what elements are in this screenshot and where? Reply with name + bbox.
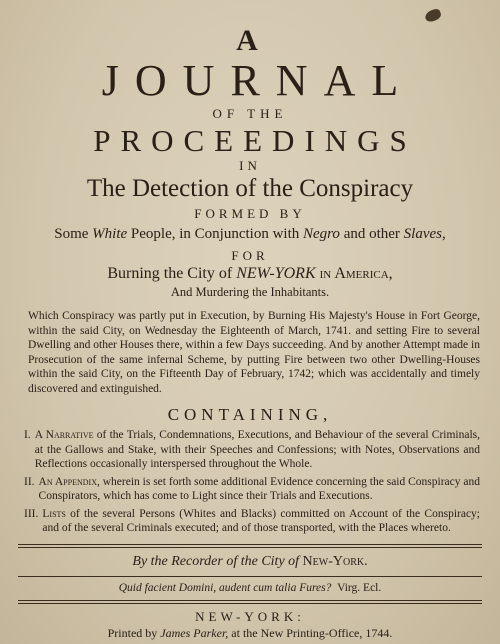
list-item bbox=[24, 428, 480, 472]
burning-post: in America, bbox=[319, 265, 393, 282]
some-white: White bbox=[92, 226, 128, 242]
title-journal: JOURNAL bbox=[101, 56, 415, 105]
motto-quote: Quid facient Domini, audent cum talia Fures? bbox=[118, 581, 332, 594]
printer-name: James Parker, bbox=[160, 625, 229, 640]
some-mid2: and other bbox=[343, 226, 400, 242]
some-mid: People, in Conjunction with bbox=[130, 226, 300, 242]
containing-heading: CONTAINING, bbox=[167, 405, 333, 424]
conspiracy-paragraph: Which Conspiracy was partly put in Execution, by Burning His Majesty's House in Fort George, within the said City, on Wednesday the Eighteenth of March, 1741. and setting Fire to several Dwelling and other Houses there, within a few Days succeeding. And by another Attempt made in Prosecution of the same infernal Scheme, by putting Fire between two other Dwelling-Houses within the said City, on the Fifteenth Day of February, 1742; which was accidentally and timely discovered and extinguished. bbox=[28, 310, 480, 395]
item-lead: A Narrative bbox=[34, 429, 94, 441]
item-text: of the Trials, Condemnations, Executions, and Behaviour of the several Criminals, at the Gallows and Stake, with their Speeches and Confessions; with Notes, Observations and Reflections occasionally interspersed throughout the Whole. bbox=[34, 429, 481, 470]
title-detection: The Detection of the Conspiracy bbox=[86, 175, 414, 202]
recorder-line bbox=[18, 548, 482, 576]
ink-stain bbox=[424, 8, 443, 24]
motto-line bbox=[18, 577, 482, 600]
some-negro: Negro bbox=[302, 226, 340, 242]
some-pre: Some bbox=[54, 226, 89, 242]
title-formed-by: FORMED BY bbox=[194, 206, 306, 221]
title-some-line bbox=[18, 225, 482, 243]
title-article: A bbox=[236, 24, 264, 57]
list-item bbox=[24, 475, 480, 504]
item-lead: Lists bbox=[42, 507, 66, 520]
motto-source: Virg. Ecl. bbox=[337, 581, 382, 594]
item-text: wherein is set forth some additional Evidence concerning the said Conspiracy and Conspirators, which has come to Light since their Trials and Executions. bbox=[38, 475, 480, 502]
title-proceedings: PROCEEDINGS bbox=[93, 123, 417, 158]
some-slaves: Slaves, bbox=[403, 226, 446, 242]
item-number: I. bbox=[24, 429, 31, 441]
item-lead: An Appendix, bbox=[38, 475, 100, 488]
list-item bbox=[24, 507, 480, 536]
contents-list bbox=[24, 428, 480, 536]
title-of-the: OF THE bbox=[212, 106, 288, 121]
title-burning-line bbox=[18, 264, 482, 283]
printed-post: at the New Printing-Office, 1744. bbox=[231, 625, 393, 640]
title-murdering: And Murdering the Inhabitants. bbox=[170, 285, 330, 299]
bottom-double-rule bbox=[18, 600, 482, 604]
item-text: of the several Persons (Whites and Blacks) committed on Account of the Conspiracy; and of the several Criminals executed; and of those transported, with the Places whereto. bbox=[42, 507, 480, 534]
title-in: IN bbox=[239, 158, 261, 173]
burning-pre: Burning the City of bbox=[107, 265, 233, 282]
title-for: FOR bbox=[231, 248, 269, 263]
imprint-place: NEW-YORK: bbox=[195, 608, 305, 624]
item-number: II. bbox=[24, 475, 35, 488]
imprint-line bbox=[18, 626, 482, 641]
recorder-pre: By the Recorder of the City of bbox=[132, 553, 300, 569]
item-number: III. bbox=[24, 507, 39, 520]
printed-pre: Printed by bbox=[107, 625, 158, 640]
recorder-city: New-York. bbox=[302, 553, 368, 569]
burning-ny: NEW-YORK bbox=[236, 265, 316, 282]
